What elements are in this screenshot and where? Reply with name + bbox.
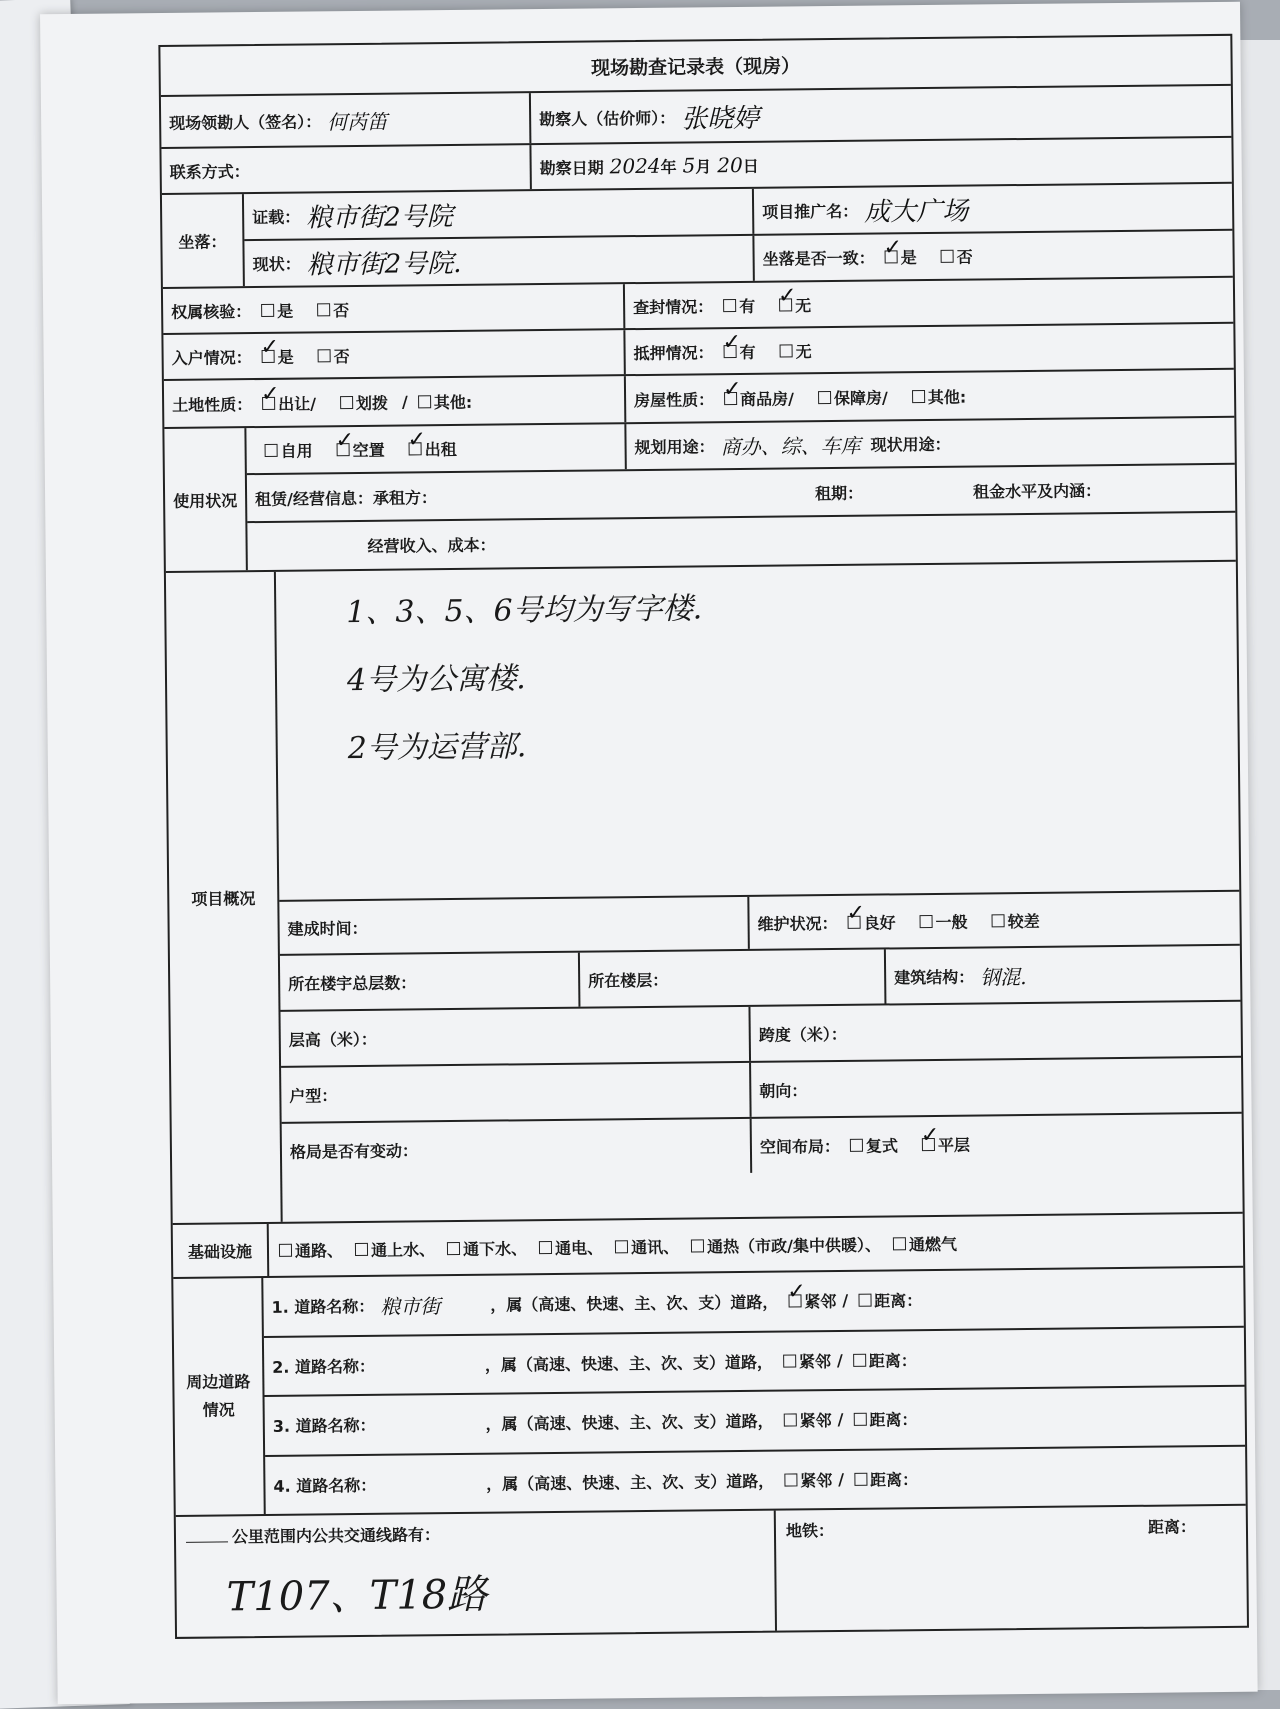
- road-cell-1: [263, 1268, 1244, 1336]
- road-2-distance-label: 距离：: [868, 1350, 917, 1371]
- house-commercial-checkbox[interactable]: [724, 392, 737, 405]
- road-3-class: ，属（高速、快速、主、次、支）道路，: [485, 1411, 774, 1434]
- usage-rent-label: 出租: [424, 439, 457, 460]
- consistent-yes-checkbox[interactable]: [885, 250, 898, 263]
- leader-cell: [161, 93, 532, 147]
- land-allocation-checkbox[interactable]: [340, 396, 353, 409]
- house-type-label: 房屋性质：: [634, 389, 715, 410]
- infra-road-label: 通路、: [294, 1240, 344, 1261]
- road-1-distance-checkbox[interactable]: [858, 1294, 871, 1307]
- road-4-distance-label: 距离：: [869, 1469, 919, 1490]
- infra-drainage-checkbox[interactable]: [447, 1241, 460, 1254]
- location-actual-row: [244, 231, 1232, 286]
- maintenance-cell: [749, 892, 1240, 949]
- unit-type-row: [281, 1058, 1242, 1124]
- built-cell: [279, 897, 750, 954]
- date-cell: [531, 138, 1231, 189]
- land-other-label: 其他:: [433, 392, 473, 412]
- infra-label: 基础设施: [173, 1224, 270, 1277]
- built-label: 建成时间：: [287, 918, 368, 939]
- road-cell-2: [264, 1327, 1245, 1395]
- bus-label: 公里范围内公共交通线路有：: [231, 1525, 441, 1547]
- road-3-distance-checkbox[interactable]: [853, 1413, 866, 1426]
- row-transit: [176, 1506, 1247, 1637]
- infra-heating-checkbox[interactable]: [691, 1239, 704, 1252]
- overview-note-3: 2号为运营部.: [347, 729, 527, 767]
- mortgage-label: 抵押情况：: [633, 342, 714, 363]
- entry-yes-label: 是: [277, 347, 294, 367]
- usage-vacant-label: 空置: [352, 440, 385, 460]
- infra-water-supply-label: 通上水、: [370, 1239, 436, 1260]
- house-affordable-checkbox[interactable]: [818, 391, 831, 404]
- road-4-prefix: 4. 道路名称：: [273, 1475, 377, 1496]
- total-floors-label: 所在楼宇总层数：: [288, 972, 417, 994]
- metro-label: 地铁：: [785, 1521, 835, 1541]
- road-1-prefix: 1. 道路名称：: [271, 1297, 375, 1318]
- plan-use-label: 规划用途：: [634, 437, 715, 457]
- roads-stack: [263, 1268, 1245, 1514]
- infra-telecom-checkbox[interactable]: [615, 1240, 628, 1253]
- road-3-distance-label: 距离：: [869, 1410, 918, 1430]
- date-month: 5: [682, 153, 696, 178]
- height-label: 层高（米）：: [288, 1029, 377, 1050]
- road-4-slash: /: [838, 1469, 845, 1489]
- form-title: 现场勘查记录表（现房）: [160, 36, 1230, 97]
- structure-cell: [886, 946, 1241, 1004]
- mortgage-none-label: 无: [795, 341, 812, 361]
- overview-notes: [276, 562, 1239, 902]
- seal-cell: [625, 278, 1233, 328]
- cert-label: 证载：: [252, 207, 301, 228]
- promo-cell: [754, 184, 1232, 234]
- infra-power-checkbox[interactable]: [539, 1240, 552, 1253]
- entry-no-label: 否: [333, 346, 350, 366]
- unit-type-label: 户型：: [289, 1085, 338, 1106]
- mortgage-cell: [625, 324, 1233, 374]
- road-2-adjacent-label: 紧邻: [798, 1351, 832, 1372]
- road-row-3: [265, 1387, 1246, 1457]
- road-row-4: [265, 1446, 1246, 1514]
- surveyor-signature: 张晓婷: [681, 103, 760, 135]
- plan-use-value: 商办、综、车库: [720, 433, 861, 460]
- road-row-1: [263, 1268, 1244, 1338]
- maint-poor-checkbox[interactable]: [992, 914, 1005, 927]
- rent-level-label: 租金水平及内涵：: [972, 480, 1102, 502]
- house-other-checkbox[interactable]: [912, 390, 925, 403]
- land-transfer-checkbox[interactable]: [262, 396, 275, 409]
- maintenance-label: 维护状况：: [757, 913, 838, 934]
- seal-none-label: 无: [795, 295, 812, 315]
- land-cell: [164, 376, 626, 427]
- term-label: 租期：: [814, 483, 864, 503]
- road-4-adjacent-checkbox[interactable]: [784, 1473, 797, 1486]
- cert-cell: [244, 189, 754, 239]
- plan-use-cell: [626, 418, 1234, 469]
- house-affordable-label: 保障房/: [833, 387, 888, 408]
- consistent-cell: [754, 231, 1232, 281]
- space-flat-checkbox[interactable]: [922, 1137, 935, 1150]
- usage-self-label: 自用: [280, 441, 313, 461]
- floor-label: 所在楼层：: [588, 970, 669, 991]
- road-row-2: [264, 1327, 1245, 1397]
- maint-good-checkbox[interactable]: [848, 915, 861, 928]
- road-2-slash: /: [836, 1350, 843, 1370]
- road-cell-3: [265, 1387, 1246, 1455]
- overview-stack: [276, 562, 1243, 1222]
- space-layout-label: 空间布局：: [759, 1136, 841, 1157]
- road-2-class: ，属（高速、快速、主、次、支）道路，: [484, 1352, 774, 1375]
- road-3-adjacent-label: 紧邻: [799, 1411, 832, 1431]
- row-roads: [173, 1268, 1245, 1517]
- actual-value: 粮市街2号院.: [306, 248, 462, 281]
- land-label: 土地性质：: [172, 394, 253, 415]
- usage-stack: [246, 418, 1235, 570]
- structure-value: 钢混.: [980, 964, 1027, 989]
- infra-power-label: 通电、: [554, 1237, 604, 1258]
- consistent-no-label: 否: [956, 247, 973, 267]
- location-label: 坐落：: [162, 194, 245, 287]
- metro-cell: [776, 1506, 1247, 1631]
- lease-label: 租赁/经营信息：承租方：: [255, 487, 438, 509]
- usage-rent-checkbox[interactable]: [409, 442, 422, 455]
- house-type-cell: [626, 370, 1234, 422]
- maint-normal-checkbox[interactable]: [920, 914, 933, 927]
- height-row: [280, 1002, 1241, 1068]
- structure-label: 建筑结构：: [894, 967, 975, 987]
- road-2-prefix: 2. 道路名称：: [272, 1356, 376, 1377]
- usage-income-row: [247, 513, 1235, 570]
- space-layout-cell: [752, 1114, 1243, 1173]
- road-1-adjacent-label: 紧邻: [804, 1292, 837, 1312]
- total-floors-cell: [280, 953, 581, 1010]
- road-4-adjacent-label: 紧邻: [800, 1470, 833, 1491]
- ownership-label: 权属核验：: [171, 301, 252, 322]
- usage-label: 使用状况: [164, 428, 247, 571]
- entry-label: 入户情况：: [171, 347, 252, 368]
- consistent-yes-label: 是: [900, 248, 917, 268]
- land-allocation-label: 划拨: [355, 393, 389, 413]
- seal-has-checkbox[interactable]: [723, 299, 736, 312]
- road-2-distance-checkbox[interactable]: [853, 1353, 866, 1366]
- unit-type-cell: [281, 1063, 752, 1122]
- road-2-name: [375, 1364, 485, 1365]
- layout-change-row: [282, 1114, 1243, 1178]
- usage-vacant-checkbox[interactable]: [337, 443, 350, 456]
- row-overview: [166, 562, 1243, 1225]
- road-3-name: [376, 1423, 486, 1424]
- ownership-no-checkbox[interactable]: [317, 303, 330, 316]
- date-label: 勘察日期: [539, 157, 604, 178]
- mortgage-has-label: 有: [739, 342, 756, 362]
- location-stack: [244, 184, 1233, 286]
- road-1-slash: /: [842, 1291, 849, 1311]
- land-separator: /: [401, 391, 408, 412]
- span-cell: [750, 1002, 1241, 1061]
- road-4-class: ，属（高速、快速、主、次、支）道路，: [486, 1471, 775, 1494]
- date-year: 2024: [609, 153, 661, 179]
- month-unit: 月: [695, 156, 712, 176]
- leader-signature: 何芮笛: [327, 109, 388, 134]
- road-3-prefix: 3. 道路名称：: [272, 1416, 376, 1437]
- survey-form-sheet: [40, 2, 1258, 1704]
- road-4-name: [376, 1483, 486, 1484]
- consistent-label: 坐落是否一致：: [762, 248, 875, 269]
- bus-cell: [176, 1511, 777, 1637]
- ownership-no-label: 否: [333, 300, 350, 320]
- current-use-label: 现状用途：: [870, 434, 951, 455]
- road-1-adjacent-checkbox[interactable]: [788, 1295, 801, 1308]
- layout-change-label: 格局是否有变动：: [289, 1140, 419, 1162]
- infra-heating-label: 通热（市政/集中供暖）、: [706, 1235, 881, 1256]
- space-flat-label: 平层: [937, 1135, 971, 1155]
- actual-cell: [244, 236, 754, 286]
- metro-distance-label: 距离：: [1147, 1517, 1197, 1537]
- entry-cell: [163, 330, 625, 379]
- row-location: [162, 184, 1233, 289]
- actual-label: 现状：: [252, 254, 301, 275]
- survey-form-table: [158, 34, 1249, 1639]
- road-1-name: 粮市街: [380, 1294, 441, 1320]
- layout-change-cell: [282, 1119, 753, 1178]
- income-cell: [247, 513, 1235, 570]
- infra-road-checkbox[interactable]: [279, 1243, 292, 1256]
- infra-water-supply-checkbox[interactable]: [355, 1242, 368, 1255]
- house-other-label: 其他:: [927, 387, 967, 407]
- overview-note-1: 1、3、5、6号均为写字楼.: [346, 591, 703, 631]
- road-cell-4: [265, 1446, 1246, 1514]
- cert-value: 粮市街2号院: [306, 201, 453, 234]
- ownership-yes-label: 是: [277, 301, 294, 321]
- usage-options-cell: [246, 424, 626, 473]
- leader-label: 现场领勘人（签名）：: [169, 111, 322, 133]
- contact-label: 联系方式：: [169, 161, 250, 182]
- year-unit: 年: [660, 157, 677, 177]
- house-commercial-label: 商品房/: [740, 388, 795, 409]
- space-duplex-checkbox[interactable]: [850, 1138, 863, 1151]
- seal-label: 查封情况：: [633, 296, 714, 317]
- space-duplex-label: 复式: [865, 1135, 899, 1156]
- land-other-checkbox[interactable]: [418, 395, 431, 408]
- span-label: 跨度（米）：: [758, 1024, 847, 1045]
- roads-label: 周边道路情况: [173, 1278, 265, 1515]
- row-usage: [164, 418, 1235, 573]
- ownership-yes-checkbox[interactable]: [261, 303, 274, 316]
- road-3-slash: /: [837, 1410, 844, 1430]
- infra-telecom-label: 通讯、: [630, 1237, 680, 1257]
- usage-self-checkbox[interactable]: [265, 444, 278, 457]
- seal-none-checkbox[interactable]: [779, 298, 792, 311]
- seal-has-label: 有: [739, 296, 756, 316]
- mortgage-none-checkbox[interactable]: [780, 344, 793, 357]
- date-day: 20: [717, 152, 743, 178]
- height-cell: [280, 1007, 751, 1066]
- floors-row: [280, 946, 1241, 1012]
- income-label: 经营收入、成本：: [367, 535, 496, 557]
- road-3-adjacent-checkbox[interactable]: [784, 1414, 797, 1427]
- road-2-adjacent-checkbox[interactable]: [783, 1354, 796, 1367]
- bus-radius-blank: [186, 1527, 228, 1542]
- road-4-distance-checkbox[interactable]: [854, 1472, 867, 1485]
- overview-note-2: 4号为公寓楼.: [346, 661, 526, 699]
- maint-good-label: 良好: [863, 912, 896, 933]
- surveyor-cell: [531, 86, 1231, 143]
- built-row: [279, 892, 1240, 956]
- floor-cell: [580, 949, 887, 1006]
- maint-normal-label: 一般: [935, 912, 968, 932]
- orientation-cell: [751, 1058, 1242, 1117]
- contact-cell: [161, 145, 531, 193]
- infra-gas-label: 通燃气: [908, 1234, 958, 1254]
- infra-options: [269, 1214, 1243, 1276]
- mortgage-has-checkbox[interactable]: [724, 345, 737, 358]
- road-1-distance-label: 距离：: [874, 1291, 923, 1311]
- orientation-label: 朝向：: [759, 1080, 808, 1101]
- day-unit: 日: [742, 156, 759, 176]
- ownership-cell: [163, 284, 625, 333]
- promo-value: 成大广场: [864, 196, 969, 228]
- surveyor-label: 勘察人（估价师）：: [539, 108, 676, 129]
- overview-label: 项目概况: [166, 572, 283, 1223]
- bus-lines-value: T107、T18路: [226, 1571, 488, 1621]
- entry-no-checkbox[interactable]: [318, 349, 331, 362]
- infra-drainage-label: 通下水、: [462, 1238, 528, 1259]
- road-1-class: ，属（高速、快速、主、次、支）道路，: [490, 1292, 779, 1315]
- consistent-no-checkbox[interactable]: [941, 250, 954, 263]
- entry-yes-checkbox[interactable]: [262, 349, 275, 362]
- lease-cell: [247, 464, 1235, 521]
- maint-poor-label: 较差: [1007, 911, 1040, 931]
- infra-gas-checkbox[interactable]: [893, 1237, 906, 1250]
- land-transfer-label: 出让/: [278, 393, 317, 414]
- promo-label: 项目推广名：: [762, 201, 859, 222]
